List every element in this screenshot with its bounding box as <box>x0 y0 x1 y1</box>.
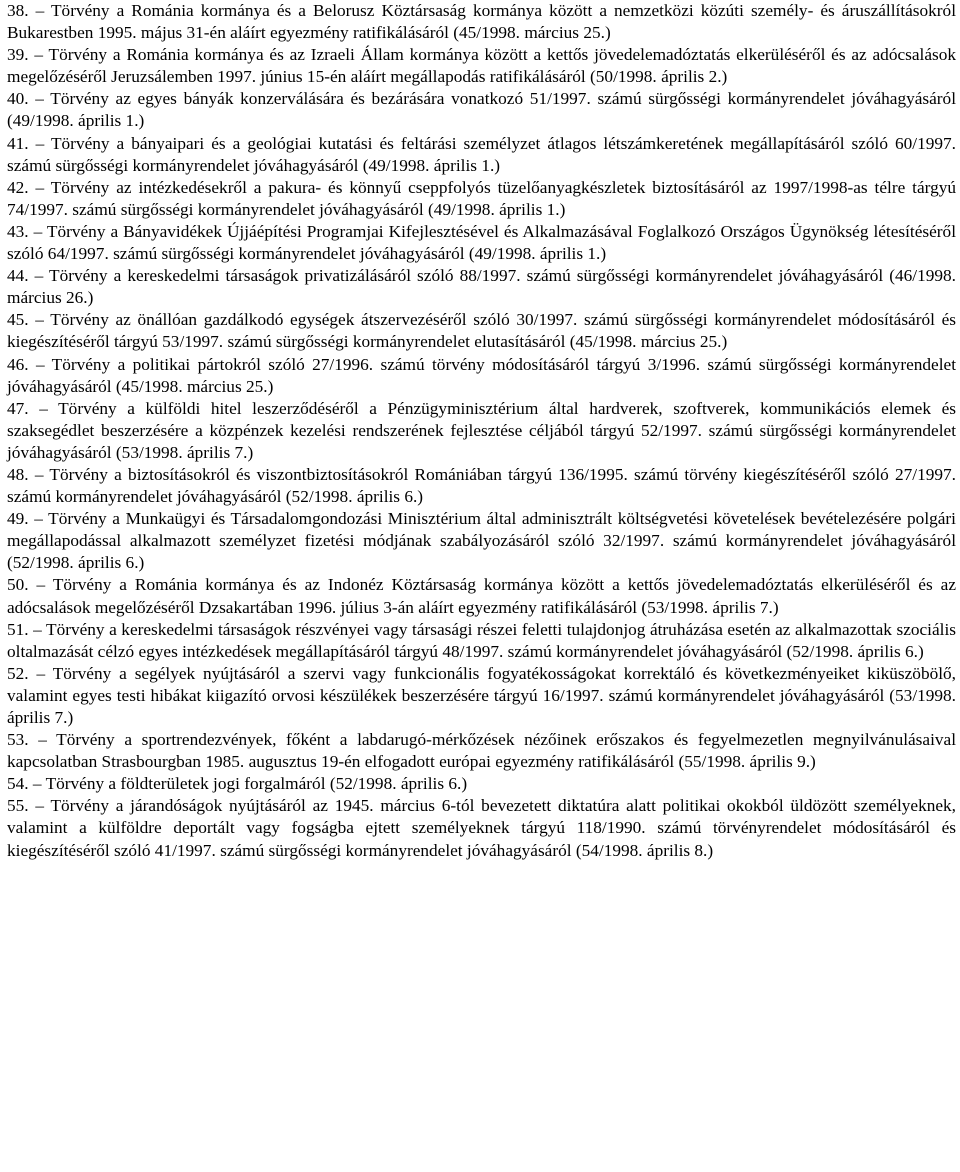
law-entry-43: 43. – Törvény a Bányavidékek Újjáépítési Programjai Kifejlesztésével és Alkalmazásával Foglalkozó Országos Ügynökség létesítéséről szóló 64/1997. számú sürgősségi kormányrendelet jóváhagyásáról (49/1998. április 1.) <box>7 221 956 264</box>
law-entry-44: 44. – Törvény a kereskedelmi társaságok privatizálásáról szóló 88/1997. számú sürgősségi kormányrendelet jóváhagyásáról (46/1998. március 26.) <box>7 266 956 308</box>
law-entry-45: 45. – Törvény az önállóan gazdálkodó egységek átszervezéséről szóló 30/1997. számú sürgősségi kormányrendelet módosításáról és kiegészítéséről tárgyú 53/1997. számú sürgősségi kormányrendelet elutasításáról (45/1998. március 25.) <box>7 310 956 352</box>
law-entry-40: 40. – Törvény az egyes bányák konzerválására és bezárására vonatkozó 51/1997. számú sürgősségi kormányrendelet jóváhagyásáról (49/1998. április 1.) <box>7 89 956 131</box>
law-entry-41: 41. – Törvény a bányaipari és a geológiai kutatási és feltárási személyzet átlagos létszámkeretének megállapításáról szóló 60/1997. számú sürgősségi kormányrendelet jóváhagyásáról (49/1998. április 1.) <box>7 133 956 175</box>
law-entry-51: 51. – Törvény a kereskedelmi társaságok részvényei vagy társasági részei feletti tulajdonjog átruházása esetén az alkalmazottak szociális oltalmazását célzó egyes intézkedések megállapításáról tárgyú 48/1997. számú kormányrendelet jóváhagyásáról (52/1998. április 6.) <box>7 619 956 661</box>
law-entry-42: 42. – Törvény az intézkedésekről a pakura- és könnyű cseppfolyós tüzelőanyagkészletek biztosításáról az 1997/1998-as télre tárgyú 74/1997. számú sürgősségi kormányrendelet jóváhagyásáról (49/1998. április 1.) <box>7 177 956 219</box>
law-entry-48: 48. – Törvény a biztosításokról és viszontbiztosításokról Romániában tárgyú 136/1995. számú törvény kiegészítéséről szóló 27/1997. számú kormányrendelet jóváhagyásáról (52/1998. április 6.) <box>7 464 956 507</box>
law-entry-47: 47. – Törvény a külföldi hitel leszerződéséről a Pénzügyminisztérium által hardverek, szoftverek, kommunikációs elemek és szaksegédlet beszerzésére a közpénzek kezelési rendszerének fejlesztése céljából tárgyú 52/1997. számú sürgősségi kormányrendelet jóváhagyásáról (53/1998. április 7.) <box>7 398 956 462</box>
law-entry-50: 50. – Törvény a Románia kormánya és az Indonéz Köztársaság kormánya között a kettős jövedelemadóztatás elkerüléséről és az adócsalások megelőzéséről Dzsakartában 1996. július 3-án aláírt egyezmény ratifikálásáról (53/1998. április 7.) <box>7 575 956 617</box>
law-entry-49: 49. – Törvény a Munkaügyi és Társadalomgondozási Minisztérium által adminisztrált költségvetési követelések bevételezésére polgári megállapodással alkalmazott személyzet fizetési módjának szabályozásáról szóló 32/1997. számú kormányrendelet jóváhagyásáról (52/1998. április 6.) <box>7 509 956 573</box>
law-entry-38: 38. – Törvény a Románia kormánya és a Belorusz Köztársaság kormánya között a nemzetközi közúti személy- és áruszállításokról Bukarestben 1995. május 31-én aláírt egyezmény ratifikálásáról (45/1998. március 25.) <box>7 1 956 43</box>
law-entry-53: 53. – Törvény a sportrendezvények, főként a labdarugó-mérkőzések nézőinek erőszakos és fegyelmezetlen megnyilvánulásaival kapcsolatban Strasbourgban 1985. augusztus 19-én elfogadott európai egyezmény ratifikálásáról (55/1998. április 9.) <box>7 730 956 772</box>
law-entry-55: 55. – Törvény a járandóságok nyújtásáról az 1945. március 6-tól bevezetett diktatúra alatt politikai okokból üldözött személyeknek, valamint a külföldre deportált vagy fogságba ejtett személyeknek tárgyú 118/1990. számú törvényrendelet módosításáról és kiegészítéséről szóló 41/1997. számú sürgősségi kormányrendelet jóváhagyásáról (54/1998. április 8.) <box>7 796 956 860</box>
law-entry-39: 39. – Törvény a Románia kormánya és az Izraeli Állam kormánya között a kettős jövedelemadóztatás elkerüléséről és az adócsalások megelőzéséről Jeruzsálemben 1997. június 15-én aláírt megállapodás ratifikálásáról (50/1998. április 2.) <box>7 45 956 87</box>
law-entry-52: 52. – Törvény a segélyek nyújtásáról a szervi vagy funkcionális fogyatékosságokat korrektáló és következményeiket kiküszöbölő, valamint egyes testi hibákat kiigazító orvosi készülékek beszerzésére tárgyú 16/1997. számú kormányrendelet jóváhagyásáról (53/1998. április 7.) <box>7 663 956 727</box>
law-entry-54: 54. – Törvény a földterületek jogi forgalmáról (52/1998. április 6.) <box>7 774 468 794</box>
law-entry-46: 46. – Törvény a politikai pártokról szóló 27/1996. számú törvény módosításáról tárgyú 3/1996. számú sürgősségi kormányrendelet jóváhagyásáról (45/1998. március 25.) <box>7 354 956 396</box>
